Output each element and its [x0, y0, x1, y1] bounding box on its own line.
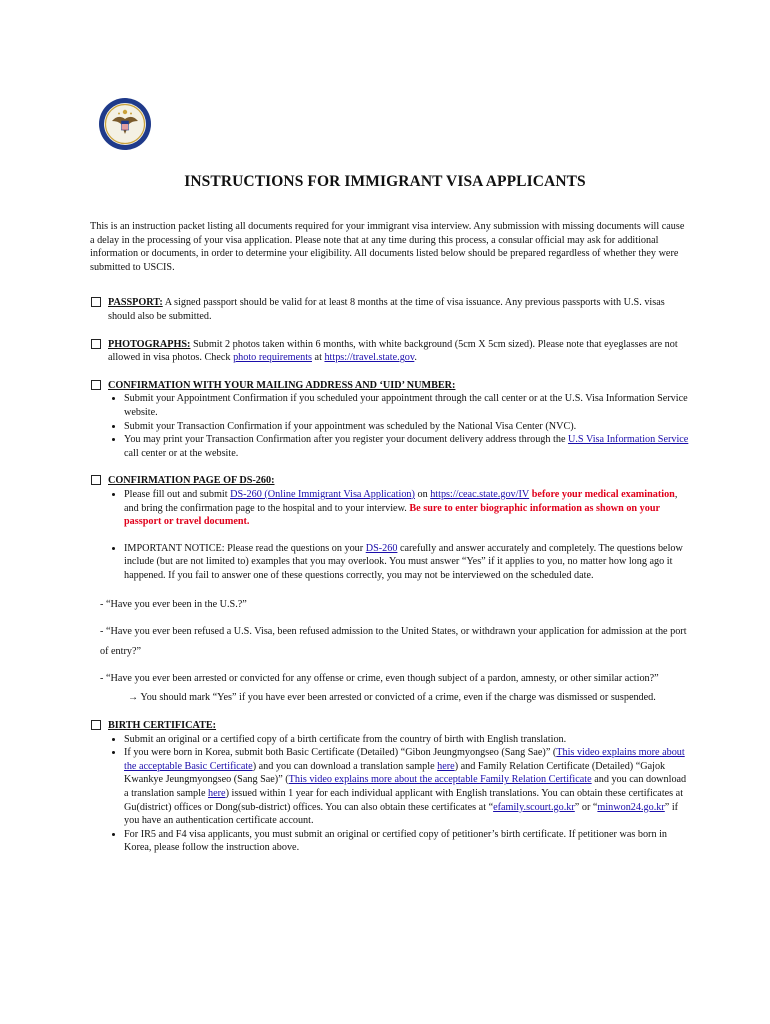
confirmation-heading: CONFIRMATION WITH YOUR MAILING ADDRESS AND ‘UID’ NUMBER: — [108, 379, 456, 391]
birth-certificate-heading: BIRTH CERTIFICATE: — [108, 720, 217, 732]
list-item: • Please fill out and submit DS-260 (Online Immigrant Visa Application) on https://ceac.state.gov/IV before your medical examination, and bring the confirmation page to the hospital and to your interview. Be sure to enter biographic information as shown on your passport or travel document. — [124, 488, 690, 529]
birth-certificate-list — [90, 733, 690, 855]
question-3: - “Have you ever been arrested or convicted for any offense or crime, even though subject of a pardon, amnesty, or other similar action?” — [100, 673, 659, 685]
efamily-link[interactable]: efamily.scourt.go.kr — [493, 801, 575, 813]
document-body — [90, 220, 690, 869]
confirmation-checkbox[interactable] — [91, 380, 101, 390]
list-item: • For IR5 and F4 visa applicants, you must submit an original or certified copy of petitioner’s birth certificate. If petitioner was born in Korea, please follow the instruction above. — [124, 828, 690, 855]
list-item: • Submit your Transaction Confirmation if your appointment was scheduled by the National Visa Center (NVC). — [124, 420, 690, 434]
us-visa-info-service-link[interactable]: U.S Visa Information Service — [568, 434, 689, 446]
passport-text: A signed passport should be valid for at least 8 months at the time of visa issuance. Any previous passports with U.S. visas should also be submitted. — [108, 297, 665, 322]
basic-translation-sample-link[interactable]: here — [437, 760, 455, 772]
birth-certificate-section — [90, 719, 690, 855]
list-item: • Submit an original or a certified copy of a birth certificate from the country of birth with English translation. — [124, 733, 690, 747]
ds260-link[interactable]: DS-260 — [365, 542, 398, 554]
photographs-heading: PHOTOGRAPHS: — [108, 338, 191, 350]
ds260-online-link[interactable]: DS-260 (Online Immigrant Visa Application) — [230, 488, 415, 500]
family-relation-video-link[interactable]: This video explains more about the acceptable Family Relation Certificate — [288, 774, 592, 786]
ds260-section — [90, 474, 690, 705]
minwon24-link[interactable]: minwon24.go.kr — [597, 801, 665, 813]
basic-certificate-video-link[interactable]: This video explains more about the acceptable Basic Certificate — [124, 747, 685, 772]
question-1: - “Have you ever been in the U.S.?” — [100, 599, 247, 611]
ceac-link[interactable]: https://ceac.state.gov/IV — [430, 488, 530, 500]
family-translation-sample-link[interactable]: here — [208, 788, 226, 800]
us-state-department-seal-icon — [98, 97, 152, 151]
confirmation-section — [90, 379, 690, 461]
intro-paragraph: This is an instruction packet listing all documents required for your immigrant visa interview. Any submission with missing documents will cause a delay in the processing of your visa application. Please note that at any time during this process, a consular official may ask for additional information or documents, in order to determine your eligibility. All documents listed below should be prepared regardless of whether they were submitted to USCIS. — [90, 221, 685, 273]
list-item: • If you were born in Korea, submit both Basic Certificate (Detailed) “Gibon Jeungmyongseo (Sang Sae)” (This video explains more about the acceptable Basic Certificate) and you can download a translation sample here) and Family Relation Certificate (Detailed) “Gajok Kwankye Jeungmyongseo (Sang Sae)” (This video explains more about the acceptable Family Relation Certificate and you can download a translation sample here) issued within 1 year for each individual applicant with English translations. You can obtain these certificates at Gu(district) offices or Dong(sub-district) offices. You can also obtain these certificates at “efamily.scourt.go.kr” or “minwon24.go.kr” if you have an authentication certificate account. — [124, 746, 690, 828]
arrow-note: → You should mark “Yes” if you have ever been arrested or convicted of a crime, even if the charge was dismissed or suspended. — [128, 692, 656, 704]
passport-section — [90, 296, 690, 323]
photo-requirements-link[interactable]: photo requirements — [233, 352, 312, 364]
list-item: • You may print your Transaction Confirmation after you register your document delivery address through the U.S Visa Information Service call center or at the website. — [124, 433, 690, 460]
ds260-checkbox[interactable] — [91, 475, 101, 485]
page-title: INSTRUCTIONS FOR IMMIGRANT VISA APPLICANTS — [184, 173, 586, 190]
passport-checkbox[interactable] — [91, 297, 101, 307]
confirmation-list — [90, 392, 690, 460]
ds260-heading: CONFIRMATION PAGE OF DS-260: — [108, 475, 275, 487]
list-item: • IMPORTANT NOTICE: Please read the questions on your DS-260 carefully and answer accurately and completely. The questions below include (but are not limited to) examples that you may overlook. You must answer “Yes” if it applies to you, no matter how long ago it happened. If you fail to answer one of these questions correctly, you may not be interviewed on the scheduled date. — [124, 542, 690, 583]
question-2: - “Have you ever been refused a U.S. Visa, been refused admission to the United States, or withdrawn your application for admission at the port of entry?” — [100, 626, 687, 658]
travel-state-gov-link[interactable]: https://travel.state.gov — [324, 352, 415, 364]
list-item: • Submit your Appointment Confirmation if you scheduled your appointment through the call center or at the U.S. Visa Information Service website. — [124, 392, 690, 419]
ds260-list — [90, 488, 690, 529]
passport-heading: PASSPORT: — [108, 297, 163, 309]
photographs-section: PHOTOGRAPHS: Submit 2 photos taken within 6 months, with white background (5cm X 5cm sized). Please note that eyeglasses are not allowed in visa photos. Check photo requirements at https://travel.state.gov. — [90, 338, 690, 365]
photographs-checkbox[interactable] — [91, 339, 101, 349]
birth-certificate-checkbox[interactable] — [91, 720, 101, 730]
